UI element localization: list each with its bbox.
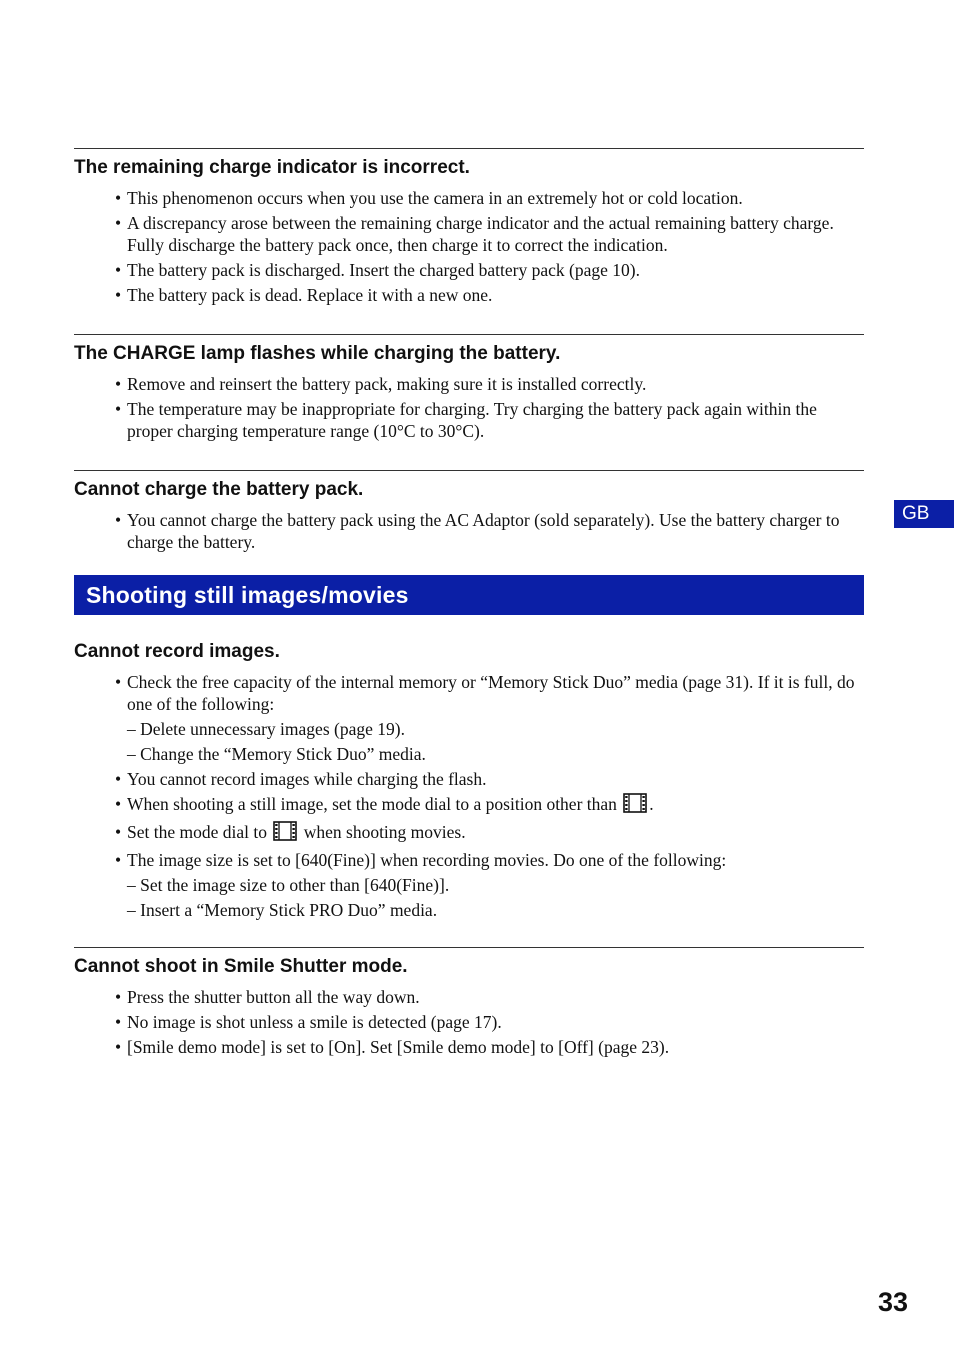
movie-mode-icon <box>623 793 647 818</box>
section-cannot-charge <box>74 470 864 553</box>
section-charge-lamp <box>74 334 864 442</box>
item-text: Set the mode dial to <box>127 822 272 842</box>
list-item: • Press the shutter button all the way down. <box>74 986 864 1008</box>
list-item: • The temperature may be inappropriate for charging. Try charging the battery pack again within the proper charging temperature range (10°C to 30°C). <box>74 398 864 442</box>
sub-item: – Delete unnecessary images (page 19). <box>127 719 405 739</box>
list-item <box>74 793 864 818</box>
list-item: • The image size is set to [640(Fine)] when recording movies. Do one of the following: <box>74 849 864 871</box>
section-title: Cannot record images. <box>74 641 280 662</box>
page-content <box>74 148 864 1061</box>
item-list <box>74 509 864 553</box>
list-item: • Check the free capacity of the internal memory or “Memory Stick Duo” media (page 31). If it is full, do one of the following: <box>74 671 864 715</box>
sub-item: – Insert a “Memory Stick PRO Duo” media. <box>127 900 438 920</box>
list-item: • This phenomenon occurs when you use the camera in an extremely hot or cold location. <box>74 187 864 209</box>
section-banner: Shooting still images/movies <box>74 575 864 615</box>
sub-item: – Change the “Memory Stick Duo” media. <box>127 744 426 764</box>
list-item: • You cannot charge the battery pack using the AC Adaptor (sold separately). Use the battery charger to charge the battery. <box>74 509 864 553</box>
item-list <box>74 373 864 442</box>
section-title: Cannot charge the battery pack. <box>74 479 364 500</box>
sub-item: – Set the image size to other than [640(Fine)]. <box>127 875 450 895</box>
list-item: • You cannot record images while charging the flash. <box>74 768 864 790</box>
item-text: when shooting movies. <box>299 822 466 842</box>
item-text: When shooting a still image, set the mode dial to a position other than <box>127 794 622 814</box>
list-item: • No image is shot unless a smile is detected (page 17). <box>74 1011 864 1033</box>
item-list <box>74 671 864 921</box>
section-smile-shutter <box>74 947 864 1058</box>
section-title: The CHARGE lamp flashes while charging the battery. <box>74 343 561 364</box>
list-item <box>74 821 864 846</box>
section-title: The remaining charge indicator is incorrect. <box>74 157 470 178</box>
item-list <box>74 187 864 306</box>
movie-mode-icon <box>273 821 297 846</box>
list-item: • Remove and reinsert the battery pack, making sure it is installed correctly. <box>74 373 864 395</box>
section-charge-indicator <box>74 148 864 306</box>
page-number: 33 <box>877 1287 908 1317</box>
item-text: . <box>649 794 654 814</box>
item-list <box>74 986 864 1058</box>
list-item: • A discrepancy arose between the remaining charge indicator and the actual remaining battery charge. Fully discharge the battery pack once, then charge it to correct the indication. <box>74 212 864 256</box>
section-cannot-record <box>74 615 864 921</box>
language-tab: GB <box>894 500 954 528</box>
list-item: • [Smile demo mode] is set to [On]. Set [Smile demo mode] to [Off] (page 23). <box>74 1036 864 1058</box>
list-item: • The battery pack is dead. Replace it with a new one. <box>74 284 864 306</box>
list-item: • The battery pack is discharged. Insert the charged battery pack (page 10). <box>74 259 864 281</box>
section-title: Cannot shoot in Smile Shutter mode. <box>74 956 408 977</box>
